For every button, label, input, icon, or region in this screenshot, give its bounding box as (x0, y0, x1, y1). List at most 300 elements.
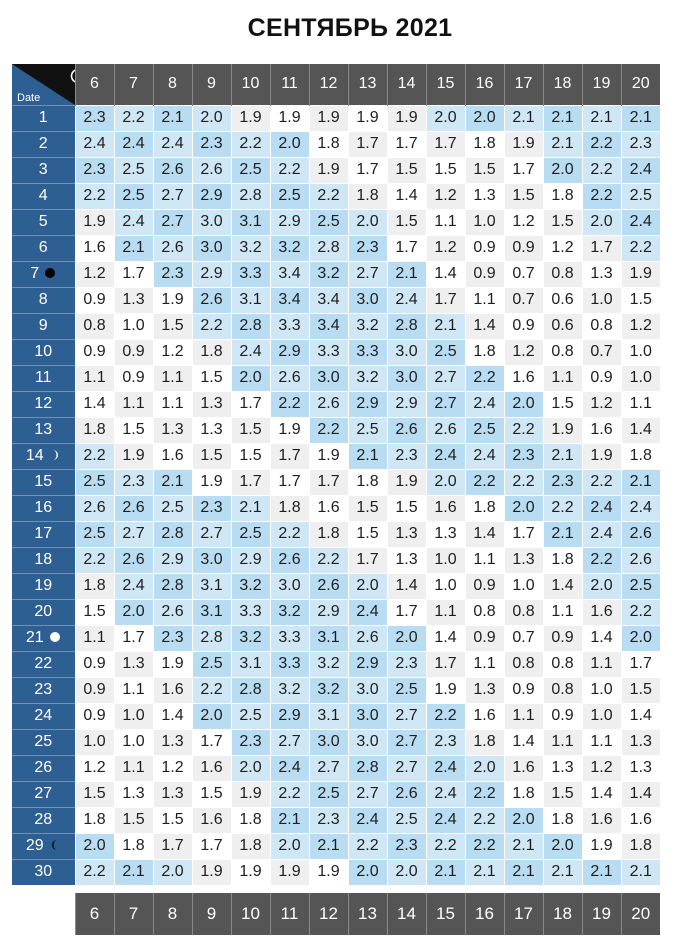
value-cell: 0.8 (582, 313, 621, 339)
value-cell: 1.6 (192, 755, 231, 781)
value-cell: 2.9 (348, 391, 387, 417)
value-cell: 1.8 (543, 807, 582, 833)
hour-header-19: 19 (582, 64, 621, 105)
value-cell: 2.5 (75, 469, 114, 495)
value-cell: 1.8 (543, 183, 582, 209)
value-cell: 2.8 (231, 677, 270, 703)
value-cell: 2.4 (348, 599, 387, 625)
value-cell: 2.0 (387, 625, 426, 651)
value-cell: 3.2 (270, 677, 309, 703)
date-cell (12, 209, 75, 235)
value-cell: 1.6 (582, 599, 621, 625)
value-cell: 1.6 (582, 417, 621, 443)
value-cell: 1.4 (387, 573, 426, 599)
value-cell: 3.2 (231, 625, 270, 651)
value-cell: 1.4 (621, 417, 660, 443)
value-cell: 1.4 (426, 261, 465, 287)
date-number: 6 (38, 239, 48, 256)
value-cell: 2.4 (426, 755, 465, 781)
hour-footer-19: 19 (582, 893, 621, 935)
value-cell: 1.6 (153, 443, 192, 469)
value-cell: 3.1 (192, 573, 231, 599)
value-cell: 1.9 (309, 859, 348, 885)
value-cell: 3.0 (192, 209, 231, 235)
value-cell: 2.8 (231, 313, 270, 339)
hour-header-16: 16 (465, 64, 504, 105)
value-cell: 1.5 (153, 807, 192, 833)
value-cell: 2.2 (426, 703, 465, 729)
value-cell: 1.7 (426, 287, 465, 313)
value-cell: 2.2 (75, 183, 114, 209)
value-cell: 1.3 (621, 755, 660, 781)
value-cell: 2.9 (348, 651, 387, 677)
date-cell (12, 261, 75, 287)
value-cell: 2.6 (387, 781, 426, 807)
date-number: 11 (34, 369, 52, 386)
tide-table (12, 64, 660, 935)
table-row (12, 313, 660, 339)
date-number: 4 (38, 187, 48, 204)
date-number: 15 (34, 473, 53, 490)
value-cell: 1.7 (387, 599, 426, 625)
value-cell: 1.3 (387, 521, 426, 547)
date-number: 5 (38, 213, 48, 230)
value-cell: 1.7 (231, 469, 270, 495)
value-cell: 1.2 (153, 339, 192, 365)
hour-header-18: 18 (543, 64, 582, 105)
value-cell: 0.9 (582, 365, 621, 391)
value-cell: 1.7 (387, 131, 426, 157)
value-cell: 1.8 (465, 729, 504, 755)
value-cell: 2.2 (621, 235, 660, 261)
hour-header-6: 6 (75, 64, 114, 105)
value-cell: 2.2 (543, 495, 582, 521)
value-cell: 3.3 (270, 651, 309, 677)
date-cell (12, 651, 75, 677)
value-cell: 0.8 (543, 651, 582, 677)
value-cell: 2.2 (504, 417, 543, 443)
hour-header-9: 9 (192, 64, 231, 105)
table-row (12, 443, 660, 469)
date-cell (12, 131, 75, 157)
date-number: 1 (38, 109, 48, 126)
value-cell: 1.9 (270, 859, 309, 885)
value-cell: 2.2 (621, 599, 660, 625)
value-cell: 1.5 (192, 443, 231, 469)
value-cell: 1.5 (465, 157, 504, 183)
value-cell: 2.6 (153, 599, 192, 625)
value-cell: 1.1 (543, 729, 582, 755)
date-cell (12, 417, 75, 443)
value-cell: 1.0 (75, 729, 114, 755)
value-cell: 0.9 (75, 703, 114, 729)
value-cell: 2.2 (270, 521, 309, 547)
table-row (12, 365, 660, 391)
hour-header-11: 11 (270, 64, 309, 105)
value-cell: 2.3 (75, 157, 114, 183)
hour-footer-8: 8 (153, 893, 192, 935)
value-cell: 3.2 (309, 261, 348, 287)
value-cell: 2.5 (309, 209, 348, 235)
value-cell: 1.2 (153, 755, 192, 781)
value-cell: 1.2 (75, 261, 114, 287)
value-cell: 1.5 (426, 157, 465, 183)
date-number: 28 (34, 811, 53, 828)
value-cell: 1.7 (348, 157, 387, 183)
date-label: Date (17, 91, 41, 104)
value-cell: 1.1 (114, 677, 153, 703)
value-cell: 2.0 (270, 131, 309, 157)
value-cell: 3.1 (309, 703, 348, 729)
value-cell: 1.5 (75, 599, 114, 625)
date-number: 18 (34, 551, 53, 568)
value-cell: 2.0 (231, 365, 270, 391)
value-cell: 2.6 (621, 547, 660, 573)
value-cell: 1.7 (192, 833, 231, 859)
value-cell: 2.1 (153, 469, 192, 495)
value-cell: 1.9 (426, 677, 465, 703)
date-number: 24 (34, 707, 53, 724)
value-cell: 1.5 (114, 807, 153, 833)
value-cell: 3.2 (309, 677, 348, 703)
value-cell: 1.0 (426, 573, 465, 599)
hour-header-row (12, 64, 660, 105)
value-cell: 0.9 (543, 703, 582, 729)
value-cell: 3.0 (309, 365, 348, 391)
value-cell: 2.2 (504, 469, 543, 495)
date-number: 10 (34, 343, 53, 360)
value-cell: 0.8 (504, 651, 543, 677)
table-row (12, 131, 660, 157)
date-number: 8 (38, 291, 48, 308)
value-cell: 2.5 (426, 339, 465, 365)
value-cell: 1.5 (192, 365, 231, 391)
value-cell: 2.5 (465, 417, 504, 443)
value-cell: 0.9 (114, 339, 153, 365)
date-cell (12, 729, 75, 755)
value-cell: 1.7 (426, 651, 465, 677)
hour-footer-18: 18 (543, 893, 582, 935)
value-cell: 2.4 (582, 521, 621, 547)
value-cell: 2.7 (426, 391, 465, 417)
value-cell: 1.8 (465, 131, 504, 157)
value-cell: 3.2 (348, 365, 387, 391)
value-cell: 1.4 (153, 703, 192, 729)
hour-footer-15: 15 (426, 893, 465, 935)
value-cell: 2.1 (309, 833, 348, 859)
value-cell: 1.3 (192, 417, 231, 443)
value-cell: 1.2 (582, 391, 621, 417)
date-cell (12, 859, 75, 885)
value-cell: 2.5 (114, 183, 153, 209)
hour-footer-7: 7 (114, 893, 153, 935)
value-cell: 2.4 (153, 131, 192, 157)
hour-header-14: 14 (387, 64, 426, 105)
value-cell: 1.9 (153, 287, 192, 313)
table-row (12, 339, 660, 365)
value-cell: 2.9 (270, 703, 309, 729)
value-cell: 1.8 (465, 495, 504, 521)
value-cell: 2.0 (504, 495, 543, 521)
value-cell: 3.0 (270, 573, 309, 599)
value-cell: 3.1 (231, 209, 270, 235)
date-cell (12, 235, 75, 261)
value-cell: 2.2 (270, 391, 309, 417)
value-cell: 2.0 (348, 573, 387, 599)
value-cell: 1.7 (348, 131, 387, 157)
value-cell: 2.3 (192, 495, 231, 521)
value-cell: 0.9 (465, 235, 504, 261)
value-cell: 1.8 (309, 521, 348, 547)
value-cell: 1.5 (192, 781, 231, 807)
value-cell: 2.4 (465, 443, 504, 469)
value-cell: 1.0 (504, 573, 543, 599)
value-cell: 1.8 (231, 833, 270, 859)
value-cell: 2.4 (270, 755, 309, 781)
value-cell: 3.4 (270, 287, 309, 313)
table-row (12, 391, 660, 417)
value-cell: 3.0 (348, 703, 387, 729)
value-cell: 2.5 (192, 651, 231, 677)
value-cell: 2.5 (231, 521, 270, 547)
value-cell: 2.2 (465, 365, 504, 391)
date-cell (12, 755, 75, 781)
value-cell: 1.6 (504, 365, 543, 391)
value-cell: 1.9 (192, 469, 231, 495)
value-cell: 1.0 (621, 339, 660, 365)
value-cell: 2.1 (231, 495, 270, 521)
value-cell: 2.6 (621, 521, 660, 547)
value-cell: 2.5 (621, 183, 660, 209)
value-cell: 2.7 (426, 365, 465, 391)
value-cell: 1.9 (387, 469, 426, 495)
table-row (12, 807, 660, 833)
value-cell: 1.1 (465, 651, 504, 677)
value-cell: 1.9 (114, 443, 153, 469)
value-cell: 1.9 (309, 157, 348, 183)
value-cell: 3.2 (231, 573, 270, 599)
value-cell: 2.6 (192, 287, 231, 313)
value-cell: 1.6 (582, 807, 621, 833)
value-cell: 1.7 (504, 521, 543, 547)
value-cell: 2.0 (153, 859, 192, 885)
value-cell: 3.2 (270, 235, 309, 261)
value-cell: 2.7 (114, 521, 153, 547)
value-cell: 2.1 (582, 859, 621, 885)
value-cell: 1.0 (621, 365, 660, 391)
value-cell: 2.3 (192, 131, 231, 157)
value-cell: 0.9 (543, 625, 582, 651)
table-row (12, 573, 660, 599)
value-cell: 1.0 (582, 703, 621, 729)
value-cell: 3.4 (309, 313, 348, 339)
value-cell: 1.8 (75, 807, 114, 833)
value-cell: 3.3 (231, 261, 270, 287)
value-cell: 3.3 (348, 339, 387, 365)
value-cell: 2.3 (621, 131, 660, 157)
date-cell (12, 625, 75, 651)
value-cell: 2.6 (114, 547, 153, 573)
hour-footer-13: 13 (348, 893, 387, 935)
value-cell: 2.1 (621, 469, 660, 495)
value-cell: 1.3 (192, 391, 231, 417)
value-cell: 2.9 (270, 209, 309, 235)
value-cell: 1.8 (504, 781, 543, 807)
value-cell: 2.1 (426, 313, 465, 339)
value-cell: 2.8 (231, 183, 270, 209)
hour-footer-11: 11 (270, 893, 309, 935)
value-cell: 1.0 (582, 287, 621, 313)
value-cell: 0.8 (75, 313, 114, 339)
value-cell: 1.4 (465, 313, 504, 339)
value-cell: 1.3 (114, 781, 153, 807)
value-cell: 1.9 (348, 105, 387, 131)
value-cell: 2.3 (231, 729, 270, 755)
value-cell: 1.5 (387, 157, 426, 183)
date-number: 27 (34, 785, 53, 802)
value-cell: 2.5 (153, 495, 192, 521)
value-cell: 3.0 (192, 547, 231, 573)
new-moon-icon (44, 267, 56, 279)
value-cell: 1.1 (582, 651, 621, 677)
value-cell: 3.0 (348, 729, 387, 755)
value-cell: 2.0 (270, 833, 309, 859)
value-cell: 1.0 (426, 547, 465, 573)
value-cell: 1.7 (153, 833, 192, 859)
value-cell: 1.8 (348, 469, 387, 495)
value-cell: 2.9 (387, 391, 426, 417)
value-cell: 1.8 (465, 339, 504, 365)
value-cell: 1.7 (426, 131, 465, 157)
value-cell: 2.6 (426, 417, 465, 443)
value-cell: 2.3 (114, 469, 153, 495)
value-cell: 1.3 (153, 729, 192, 755)
date-number: 22 (34, 655, 53, 672)
hour-header-12: 12 (309, 64, 348, 105)
value-cell: 1.2 (504, 209, 543, 235)
value-cell: 3.4 (309, 287, 348, 313)
date-cell (12, 495, 75, 521)
value-cell: 3.0 (387, 365, 426, 391)
date-cell (12, 521, 75, 547)
value-cell: 2.6 (348, 625, 387, 651)
value-cell: 2.5 (621, 573, 660, 599)
value-cell: 2.6 (270, 365, 309, 391)
value-cell: 0.8 (504, 599, 543, 625)
value-cell: 1.5 (543, 209, 582, 235)
value-cell: 2.6 (387, 417, 426, 443)
value-cell: 2.4 (621, 157, 660, 183)
value-cell: 1.9 (270, 105, 309, 131)
value-cell: 2.2 (582, 157, 621, 183)
date-cell (12, 105, 75, 131)
value-cell: 2.0 (465, 755, 504, 781)
value-cell: 1.3 (114, 287, 153, 313)
value-cell: 1.5 (387, 209, 426, 235)
value-cell: 1.1 (504, 703, 543, 729)
value-cell: 1.4 (465, 521, 504, 547)
value-cell: 1.4 (582, 781, 621, 807)
value-cell: 1.2 (582, 755, 621, 781)
value-cell: 1.3 (582, 261, 621, 287)
value-cell: 1.3 (153, 781, 192, 807)
value-cell: 1.9 (543, 417, 582, 443)
value-cell: 1.7 (387, 235, 426, 261)
value-cell: 1.7 (270, 443, 309, 469)
date-number: 23 (34, 681, 53, 698)
value-cell: 2.2 (465, 469, 504, 495)
value-cell: 1.6 (153, 677, 192, 703)
value-cell: 1.5 (75, 781, 114, 807)
hour-footer-6: 6 (75, 893, 114, 935)
value-cell: 2.9 (231, 547, 270, 573)
value-cell: 2.4 (114, 209, 153, 235)
value-cell: 2.0 (426, 469, 465, 495)
value-cell: 2.0 (231, 755, 270, 781)
date-cell (12, 157, 75, 183)
value-cell: 1.5 (114, 417, 153, 443)
value-cell: 2.7 (387, 729, 426, 755)
value-cell: 2.1 (114, 859, 153, 885)
value-cell: 1.3 (465, 183, 504, 209)
value-cell: 1.5 (387, 495, 426, 521)
date-cell (12, 183, 75, 209)
value-cell: 2.1 (504, 833, 543, 859)
value-cell: 2.2 (270, 157, 309, 183)
value-cell: 2.1 (387, 261, 426, 287)
value-cell: 1.9 (621, 261, 660, 287)
value-cell: 2.7 (348, 261, 387, 287)
value-cell: 2.3 (153, 625, 192, 651)
value-cell: 1.8 (621, 443, 660, 469)
value-cell: 2.4 (465, 391, 504, 417)
value-cell: 2.1 (582, 105, 621, 131)
date-cell (12, 833, 75, 859)
value-cell: 1.2 (504, 339, 543, 365)
value-cell: 1.8 (543, 547, 582, 573)
value-cell: 2.0 (621, 625, 660, 651)
value-cell: 2.4 (426, 443, 465, 469)
hour-header-10: 10 (231, 64, 270, 105)
value-cell: 1.9 (582, 833, 621, 859)
value-cell: 2.2 (192, 677, 231, 703)
value-cell: 2.6 (309, 573, 348, 599)
value-cell: 1.4 (75, 391, 114, 417)
value-cell: 1.2 (75, 755, 114, 781)
value-cell: 2.4 (426, 807, 465, 833)
value-cell: 2.4 (621, 209, 660, 235)
value-cell: 2.5 (270, 183, 309, 209)
value-cell: 0.9 (75, 677, 114, 703)
value-cell: 1.5 (504, 183, 543, 209)
value-cell: 3.3 (270, 313, 309, 339)
value-cell: 0.9 (465, 261, 504, 287)
date-cell (12, 677, 75, 703)
value-cell: 2.2 (75, 859, 114, 885)
value-cell: 0.7 (504, 261, 543, 287)
value-cell: 2.7 (348, 781, 387, 807)
value-cell: 1.7 (348, 547, 387, 573)
table-row (12, 157, 660, 183)
table-row (12, 547, 660, 573)
value-cell: 1.7 (582, 235, 621, 261)
value-cell: 2.1 (465, 859, 504, 885)
value-cell: 2.2 (426, 833, 465, 859)
date-number: 2 (38, 135, 48, 152)
value-cell: 2.5 (348, 417, 387, 443)
value-cell: 2.2 (270, 781, 309, 807)
date-number: 13 (34, 421, 53, 438)
